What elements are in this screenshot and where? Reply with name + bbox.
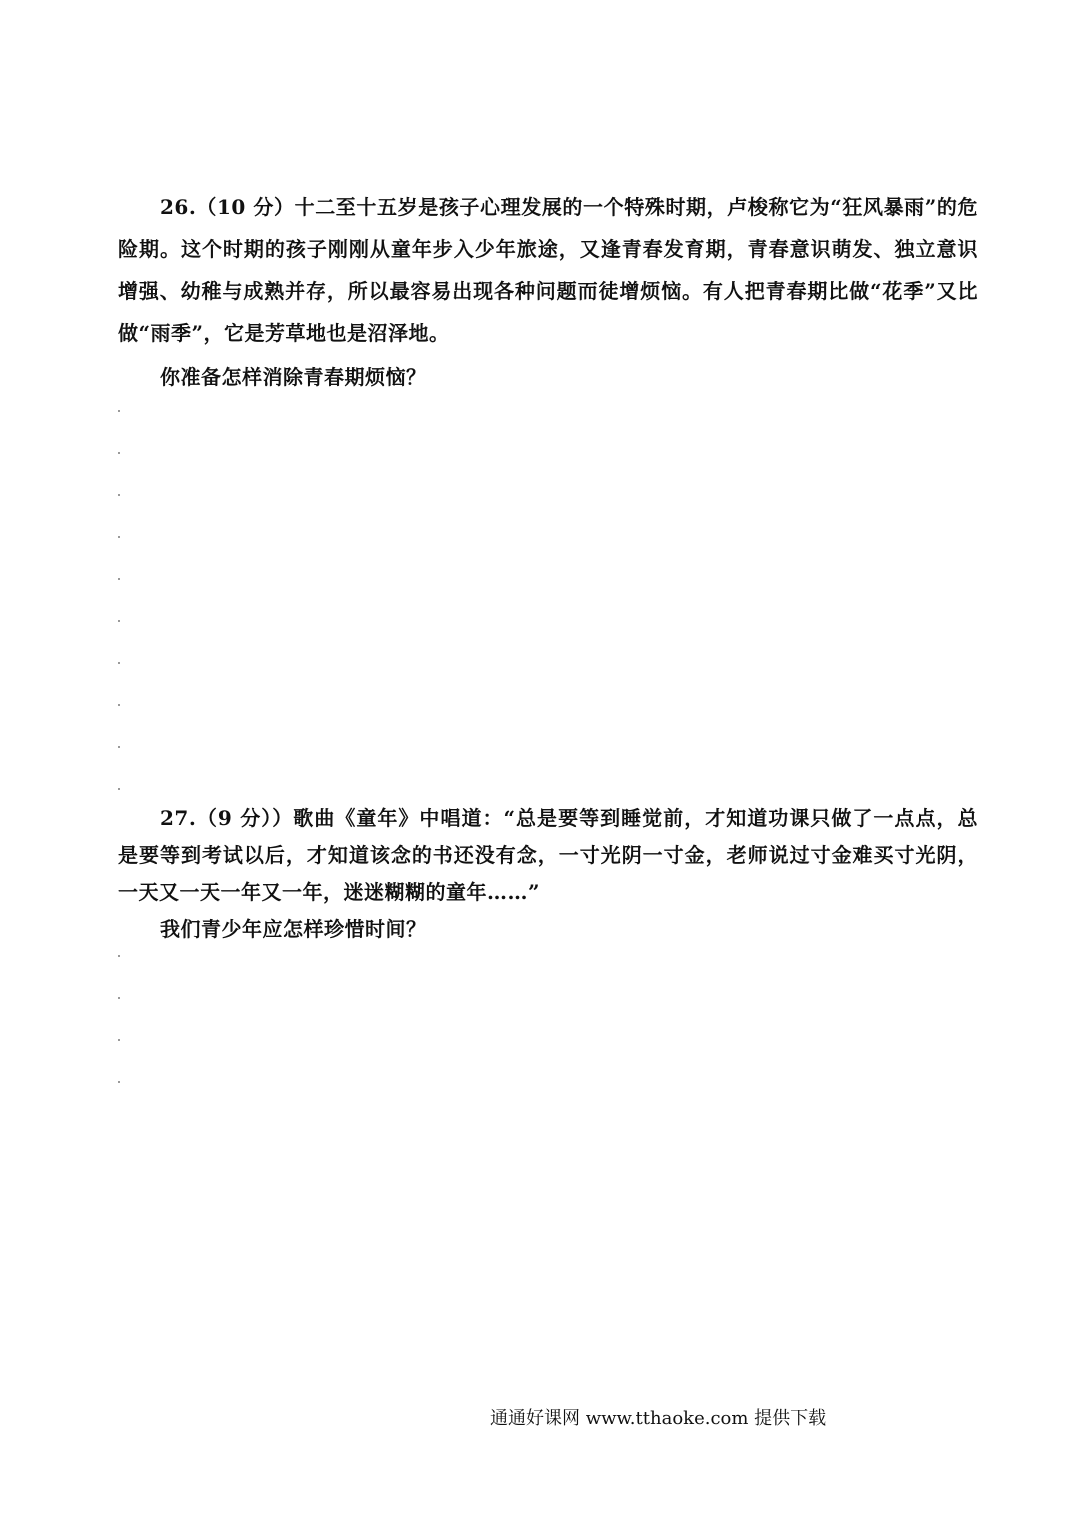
answer-line-mark bbox=[118, 704, 120, 706]
answer-line-mark bbox=[118, 452, 120, 454]
answer-line-mark bbox=[118, 1039, 120, 1041]
question-26 bbox=[118, 186, 978, 398]
answer-line-mark bbox=[118, 410, 120, 412]
answer-line-mark bbox=[118, 578, 120, 580]
question-26-text: 26.（10 分）十二至十五岁是孩子心理发展的一个特殊时期，卢梭称它为“狂风暴雨”的危险期。这个时期的孩子刚刚从童年步入少年旅途，又逢青春发育期，青春意识萌发、独立意识增强、幼稚与成熟并存，所以最容易出现各种问题而徒增烦恼。有人把青春期比做“花季”又比做“雨季”，它是芳草地也是沼泽地。 bbox=[118, 195, 978, 345]
answer-line-mark bbox=[118, 997, 120, 999]
answer-line-mark bbox=[118, 536, 120, 538]
answer-line-mark bbox=[118, 662, 120, 664]
question-27-prompt: 我们青少年应怎样珍惜时间？ bbox=[160, 917, 427, 941]
answer-line-mark bbox=[118, 955, 120, 957]
answer-line-mark bbox=[118, 1081, 120, 1083]
question-27 bbox=[118, 800, 978, 948]
question-27-text: 27.（9 分））歌曲《童年》中唱道：“总是要等到睡觉前，才知道功课只做了一点点，总是要等到考试以后，才知道该念的书还没有念，一寸光阴一寸金，老师说过寸金难买寸光阴，一天又一天一年又一年，迷迷糊糊的童年……” bbox=[118, 806, 978, 904]
answer-line-mark bbox=[118, 620, 120, 622]
answer-line-mark bbox=[118, 494, 120, 496]
answer-line-mark bbox=[118, 746, 120, 748]
footer-source: 通通好课网 www.tthaoke.com 提供下载 bbox=[490, 1408, 827, 1429]
answer-line-mark bbox=[118, 788, 120, 790]
question-26-prompt: 你准备怎样消除青春期烦恼？ bbox=[160, 365, 427, 389]
